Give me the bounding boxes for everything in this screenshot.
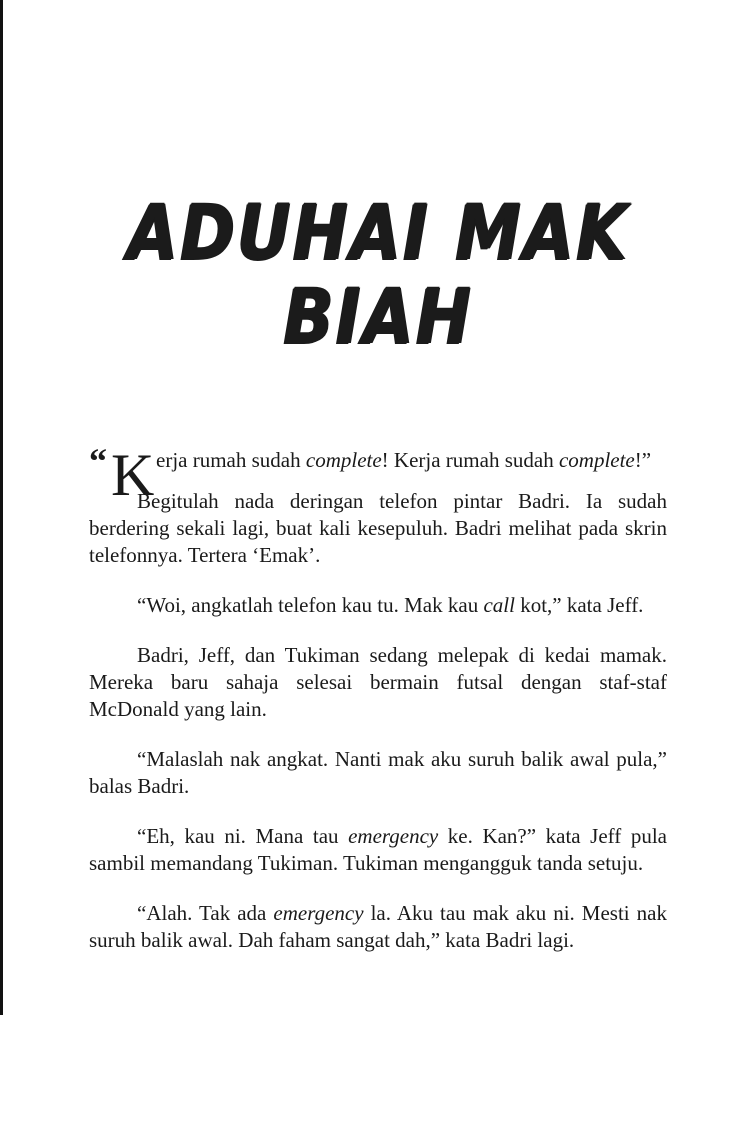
italic-run: emergency (348, 824, 439, 848)
italic-run: call (483, 593, 515, 617)
paragraph-7 (89, 900, 667, 954)
paragraph-5 (89, 746, 667, 800)
chapter-title-line-1: ADUHAI MAK (126, 187, 630, 277)
paragraph-1 (89, 441, 667, 508)
text-run: Begitulah nada deringan telefon pintar Badri. Ia sudah berdering sekali lagi, buat kali kesepuluh. Badri melihat pada skrin telefonnya. Tertera ‘Emak’. (89, 489, 667, 567)
paragraph-2 (89, 488, 667, 569)
chapter-title (53, 187, 703, 361)
body-text (89, 441, 667, 954)
page-edge-line (0, 0, 3, 1015)
italic-run: complete (558, 448, 635, 472)
text-run: “Eh, kau ni. Mana tau (137, 824, 349, 848)
chapter-title-line-2: BIAH (283, 271, 473, 361)
text-run: ! Kerja rumah sudah (381, 448, 559, 472)
italic-run: complete (305, 448, 382, 472)
paragraph-6 (89, 823, 667, 877)
text-run: kot,” kata Jeff. (514, 593, 644, 617)
drop-cap: K (111, 442, 155, 508)
paragraph-3 (89, 592, 667, 619)
text-run: “Malaslah nak angkat. Nanti mak aku suruh balik awal pula,” balas Badri. (89, 747, 667, 798)
text-run: Badri, Jeff, dan Tukiman sedang melepak di kedai mamak. Mereka baru sahaja selesai bermain futsal dengan staf-staf McDonald yang lain. (89, 643, 667, 721)
text-run: ke. Kan?” kata Jeff pula sambil memandang Tukiman. Tukiman mengangguk tanda setuju. (89, 824, 667, 875)
text-run: !” (634, 448, 652, 472)
paragraph-4 (89, 642, 667, 723)
opening-quote-mark: “ (89, 441, 107, 481)
text-run: “Woi, angkatlah telefon kau tu. Mak kau (137, 593, 484, 617)
text-run: la. Aku tau mak aku ni. Mesti nak suruh balik awal. Dah faham sangat dah,” kata Badri lagi. (89, 901, 667, 952)
text-run: “Alah. Tak ada (137, 901, 274, 925)
italic-run: emergency (273, 901, 364, 925)
text-run: erja rumah sudah (156, 448, 306, 472)
